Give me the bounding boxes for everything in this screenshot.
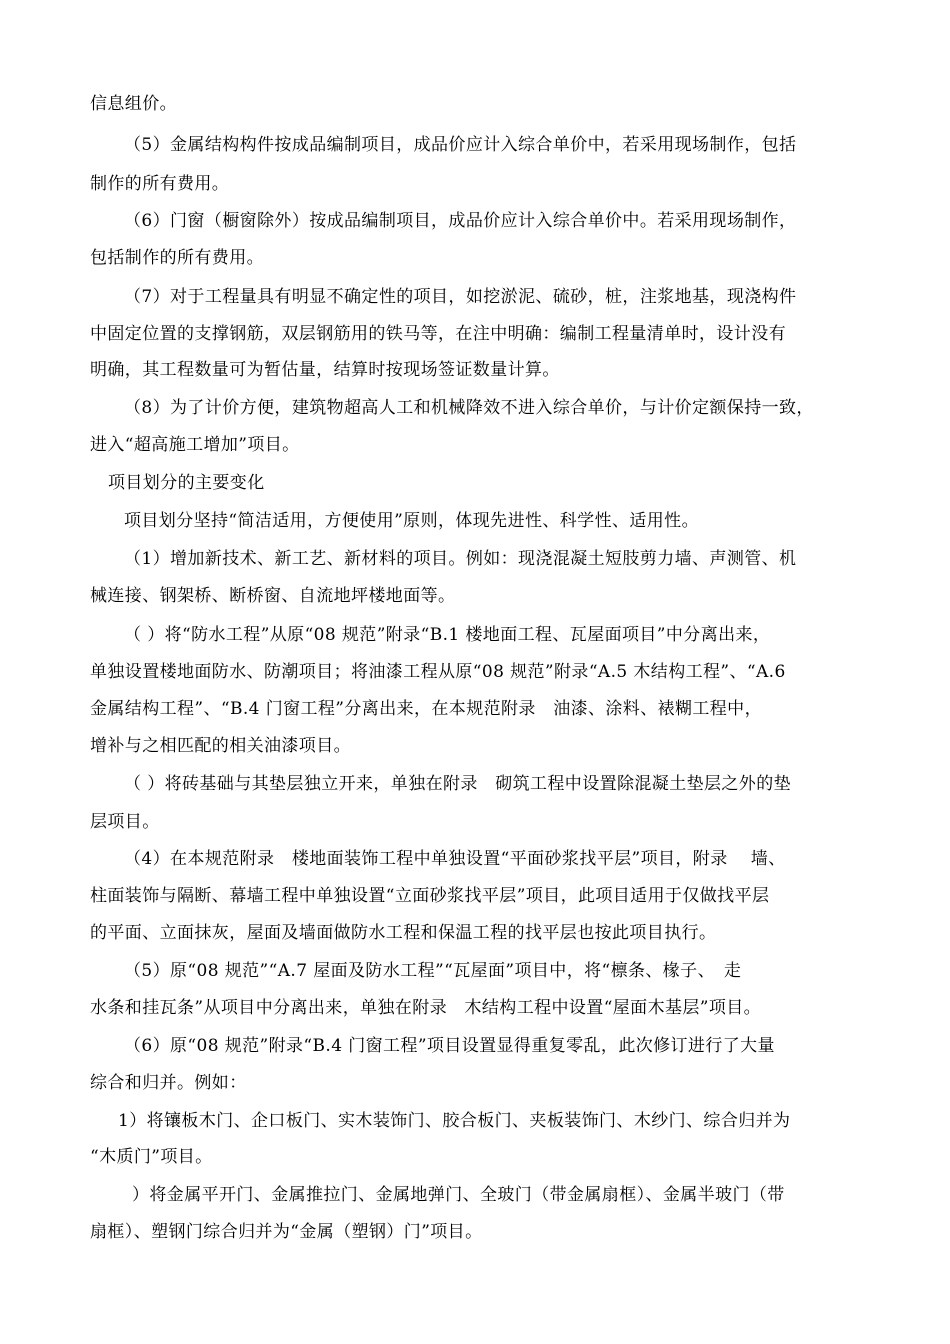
text-line: ）将金属平开门、金属推拉门、金属地弹门、全玻门（带金属扇框）、金属半玻门（带 [132,1185,785,1205]
text-line: 水条和挂瓦条”从项目中分离出来，单独在附录 木结构工程中设置“屋面木基层”项目。 [90,998,762,1018]
text-line: 综合和归并。例如： [90,1073,247,1093]
text-line: 包括制作的所有费用。 [90,248,264,268]
text-line: 进入“超高施工增加”项目。 [90,435,300,455]
text-line: 1）将镶板木门、企口板门、实木装饰门、胶合板门、夹板装饰门、木纱门、综合归并为 [118,1111,791,1131]
text-line: 械连接、钢架桥、断桥窗、自流地坪楼地面等。 [90,586,456,606]
text-line: 扇框）、塑钢门综合归并为“金属（塑钢）门”项目。 [90,1222,483,1242]
text-line: 制作的所有费用。 [90,174,230,194]
text-line: （6）原“08 规范”附录“B.4 门窗工程”项目设置显得重复零乱，此次修订进行了大量 [124,1036,775,1056]
text-line: “木质门”项目。 [90,1147,213,1167]
text-line: 明确，其工程数量可为暂估量，结算时按现场签证数量计算。 [90,360,560,380]
text-line: （5）金属结构构件按成品编制项目，成品价应计入综合单价中，若采用现场制作，包括 [124,135,797,155]
text-line: 中固定位置的支撑钢筋，双层钢筋用的铁马等，在注中明确：编制工程量清单时，设计没有 [90,324,786,344]
text-line: 项目划分坚持“简洁适用，方便使用”原则，体现先进性、科学性、适用性。 [124,511,699,531]
text-line: 信息组价。 [90,94,177,114]
text-line: （ ）将“防水工程”从原“08 规范”附录“B.1 楼地面工程、瓦屋面项目”中分离出来， [124,625,771,645]
text-line: 单独设置楼地面防水、防潮项目；将油漆工程从原“08 规范”附录“A.5 木结构工程”、“A.6 [90,662,786,682]
text-line: 层项目。 [90,812,160,832]
text-line: （8）为了计价方便，建筑物超高人工和机械降效不进入综合单价，与计价定额保持一致， [124,398,814,418]
section-heading: 项目划分的主要变化 [108,473,265,493]
text-line: （7）对于工程量具有明显不确定性的项目，如挖淤泥、硫砂，桩，注浆地基，现浇构件 [124,287,797,307]
text-line: 柱面装饰与隔断、幕墙工程中单独设置“立面砂浆找平层”项目，此项目适用于仅做找平层 [90,886,770,906]
text-line: （6）门窗（橱窗除外）按成品编制项目，成品价应计入综合单价中。若采用现场制作， [124,211,797,231]
text-line: 金属结构工程”、“B.4 门窗工程”分离出来，在本规范附录 油漆、涂料、裱糊工程中， [90,699,762,719]
text-line: （1）增加新技术、新工艺、新材料的项目。例如：现浇混凝土短肢剪力墙、声测管、机 [124,549,797,569]
text-line: （5）原“08 规范”“A.7 屋面及防水工程”“瓦屋面”项目中，将“檩条、椽子、 走 [124,961,742,981]
text-line: （4）在本规范附录 楼地面装饰工程中单独设置“平面砂浆找平层”项目，附录 墙、 [124,849,786,869]
text-line: 增补与之相匹配的相关油漆项目。 [90,736,351,756]
text-line: （ ）将砖基础与其垫层独立开来，单独在附录 砌筑工程中设置除混凝土垫层之外的垫 [124,774,792,794]
text-line: 的平面、立面抹灰，屋面及墙面做防水工程和保温工程的找平层也按此项目执行。 [90,923,717,943]
